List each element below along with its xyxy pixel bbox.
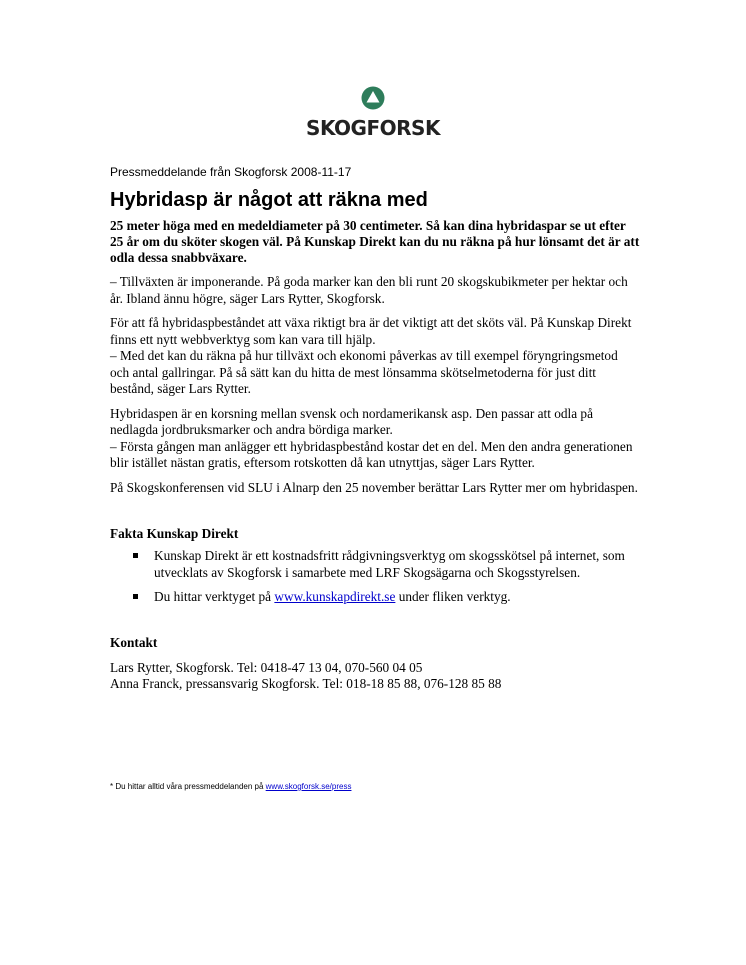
list-item [110, 589, 640, 606]
facts-item-2-pre: Du hittar verktyget på [154, 589, 275, 604]
bullet-icon [133, 553, 138, 558]
skogforsk-logo [0, 86, 746, 140]
article-title: Hybridasp är något att räkna med [110, 189, 428, 211]
paragraph-4: På Skogskonferensen vid SLU i Alnarp den 25 november berättar Lars Rytter mer om hybridaspen. [110, 479, 638, 495]
contact-heading: Kontakt [110, 634, 158, 650]
tree-triangle-icon [361, 86, 385, 110]
paragraph-3a: Hybridaspen är en korsning mellan svensk och nordamerikansk asp. Den passar att odla på nedlagda jordbruksmarker och andra bördiga marker. [110, 405, 593, 437]
footnote [110, 782, 351, 792]
facts-item-2-post: under fliken verktyg. [395, 589, 511, 604]
paragraph-2 [110, 315, 640, 398]
facts-item-1: Kunskap Direkt är ett kostnadsfritt rådgivningsverktyg om skogsskötsel på internet, som utvecklats av Skogforsk i samarbete med LRF Skogsägarna och Skogsstyrelsen. [154, 548, 625, 580]
press-page-link[interactable]: www.skogforsk.se/press [265, 782, 352, 791]
paragraph-2a: För att få hybridaspbeståndet att växa riktigt bra är det viktigt att det sköts väl. På Kunskap Direkt finns ett nytt webbverktyg som kan vara till hjälp. [110, 315, 632, 347]
contact-line-2: Anna Franck, pressansvarig Skogforsk. Tel: 018-18 85 88, 076-128 85 88 [110, 675, 502, 691]
logo-wordmark: SKOGFORSK [306, 116, 440, 140]
article-lead: 25 meter höga med en medeldiameter på 30 centimeter. Så kan dina hybridaspar se ut efter 25 år om du sköter skogen väl. På Kunskap Direkt kan du nu räkna på hur lönsamt det är att odla dessa snabbväxare. [110, 218, 640, 265]
contact-line-1: Lars Rytter, Skogforsk. Tel: 0418-47 13 04, 070-560 04 05 [110, 659, 423, 675]
paragraph-1: – Tillväxten är imponerande. På goda marker kan den bli runt 20 skogskubikmeter per hektar och år. Ibland ännu högre, säger Lars Rytter, Skogforsk. [110, 274, 628, 306]
list-item [110, 548, 640, 581]
press-release-date-line: Pressmeddelande från Skogforsk 2008-11-17 [110, 165, 352, 179]
facts-heading: Fakta Kunskap Direkt [110, 526, 239, 541]
press-release [110, 164, 640, 692]
paragraph-3b: – Första gången man anlägger ett hybridaspbestånd kostar det en del. Men den andra generationen blir istället nästan gratis, eftersom rotskotten då kan utnyttjas, säger Lars Rytter. [110, 438, 633, 470]
bullet-icon [133, 594, 138, 599]
footnote-text: * Du hittar alltid våra pressmeddelanden på [110, 782, 266, 791]
paragraph-2b: – Med det kan du räkna på hur tillväxt och ekonomi påverkas av till exempel föryngringsmetod och antal gallringar. På så sätt kan du hitta de mest lönsamma skötselmetoderna för just ditt bestånd, säger Lars Rytter. [110, 348, 618, 396]
paragraph-3 [110, 406, 640, 472]
facts-list [110, 548, 640, 606]
kunskapdirekt-link[interactable]: www.kunskapdirekt.se [274, 589, 396, 604]
